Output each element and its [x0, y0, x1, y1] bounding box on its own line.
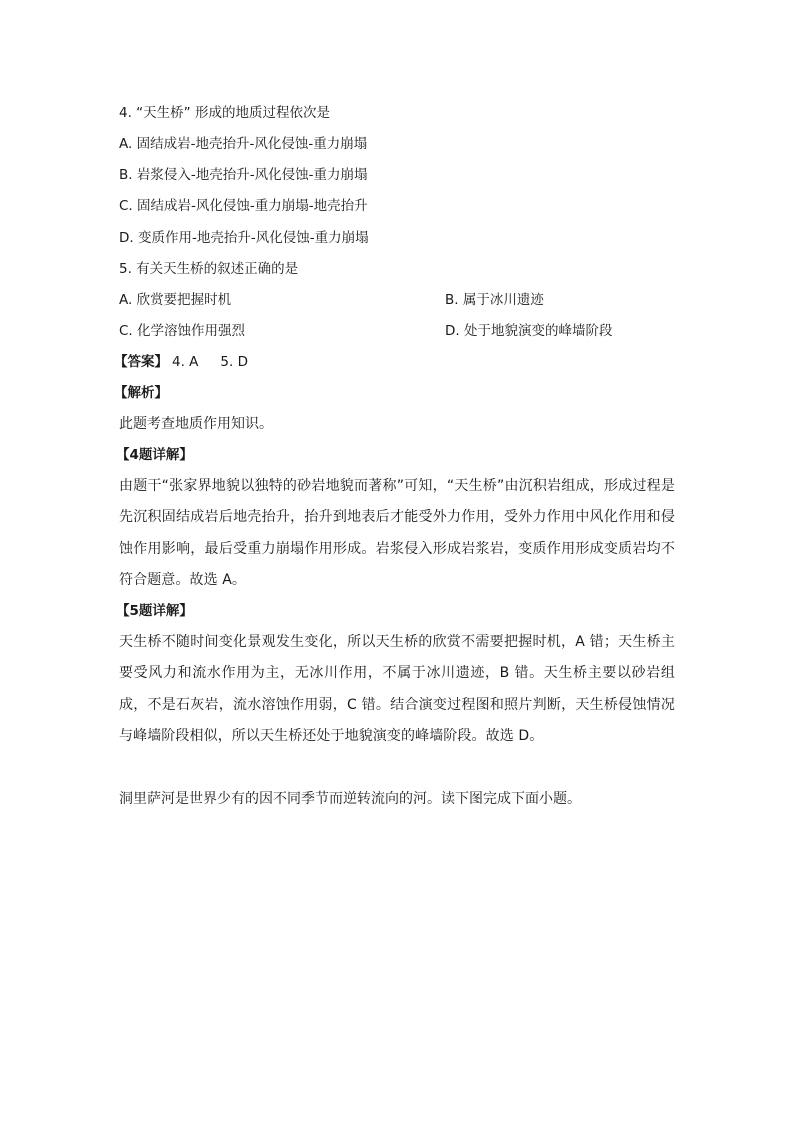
- answer-line: [114, 352, 270, 372]
- question-4-option-c: C. 固结成岩-风化侵蚀-重力崩塌-地壳抬升: [119, 198, 368, 214]
- question-5-option-d: D. 处于地貌演变的峰墙阶段: [445, 323, 613, 339]
- question-4-stem: 4. “天生桥” 形成的地质过程依次是: [119, 105, 330, 121]
- q5-detail-heading: 【5题详解】: [116, 603, 193, 619]
- question-4-option-d: D. 变质作用-地壳抬升-风化侵蚀-重力崩塌: [119, 230, 369, 246]
- question-5-option-b: B. 属于冰川遗迹: [445, 292, 544, 308]
- q5-detail-text: 天生桥不随时间变化景观发生变化，所以天生桥的欣赏不需要把握时机，A 错；天生桥主要受风力和流水作用为主，无冰川作用，不属于冰川遗迹，B 错。天生桥主要以砂岩组成，不是石灰岩，流水溶蚀作用弱，C 错。结合演变过程图和照片判断，天生桥侵蚀情况与峰墙阶段相似，所以天生桥还处于地貌演变的峰墙阶段。故选 D。: [119, 634, 675, 744]
- answer-label: 【答案】: [114, 354, 168, 370]
- question-5-stem: 5. 有关天生桥的叙述正确的是: [119, 261, 299, 277]
- answer-q5: 5. D: [220, 354, 248, 370]
- question-5-option-c: C. 化学溶蚀作用强烈: [119, 323, 246, 339]
- question-4-option-a: A. 固结成岩-地壳抬升-风化侵蚀-重力崩塌: [119, 136, 368, 152]
- analysis-intro: 此题考查地质作用知识。: [119, 416, 273, 432]
- analysis-label: 【解析】: [114, 385, 168, 401]
- q4-detail-text: 由题干“张家界地貌以独特的砂岩地貌而著称”可知，“天生桥”由沉积岩组成，形成过程是先沉积固结成岩后地壳抬升，抬升到地表后才能受外力作用，受外力作用中风化作用和侵蚀作用影响，最后受重力崩塌作用形成。岩浆侵入形成岩浆岩，变质作用形成变质岩均不符合题意。故选 A。: [119, 478, 675, 588]
- question-4-option-b: B. 岩浆侵入-地壳抬升-风化侵蚀-重力崩塌: [119, 167, 368, 183]
- answer-q4: 4. A: [172, 354, 199, 370]
- next-question-intro: 洞里萨河是世界少有的因不同季节而逆转流向的河。读下图完成下面小题。: [119, 791, 581, 807]
- q4-detail-heading: 【4题详解】: [116, 447, 193, 463]
- question-5-option-a: A. 欣赏要把握时机: [119, 292, 232, 308]
